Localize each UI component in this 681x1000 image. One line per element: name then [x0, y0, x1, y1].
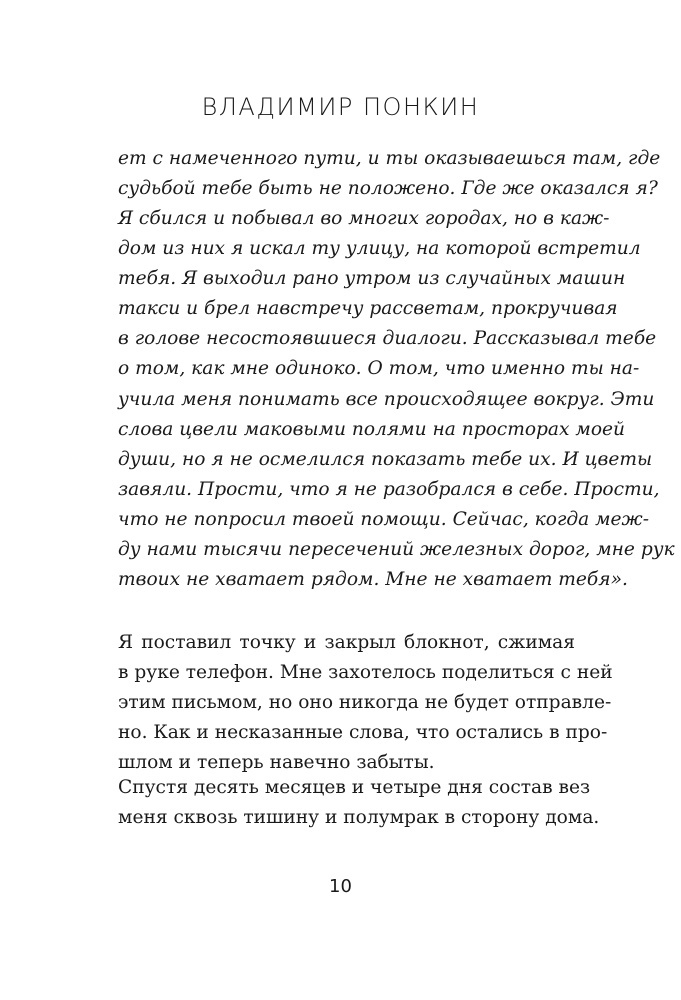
running-header-author: ВЛАДИМИР ПОНКИН	[201, 93, 480, 121]
text-line: но. Как и несказанные слова, что остались в про-	[118, 722, 608, 744]
text-line: в руке телефон. Мне захотелось поделиться с ней	[118, 662, 613, 684]
text-line: ет с намеченного пути, и ты оказываешься там, где	[118, 148, 661, 169]
text-line: этим письмом, но оно никогда не будет отправле-	[118, 692, 612, 714]
page-number: 10	[329, 876, 352, 897]
text-line: меня сквозь тишину и полумрак в сторону дома.	[118, 807, 600, 829]
text-line: о том, как мне одиноко. О том, что именно ты на-	[118, 358, 640, 380]
text-line: слова цвели маковыми полями на просторах моей	[118, 418, 626, 440]
text-line: что не попросил твоей помощи. Сейчас, когда меж-	[118, 508, 649, 530]
text-line: учила меня понимать все происходящее вокруг. Эти	[118, 388, 655, 410]
text-line: такси и брел навстречу рассветам, прокручивая	[118, 298, 618, 320]
text-line: твоих не хватает рядом. Мне не хватает тебя».	[118, 569, 628, 591]
text-line: ду нами тысячи пересечений железных дорог, мне рук	[118, 539, 675, 561]
text-line: судьбой тебе быть не положено. Где же оказался я?	[118, 178, 658, 200]
body-paragraph	[118, 773, 600, 833]
text-line: Я сбился и побывал во многих городах, но в каж-	[118, 208, 610, 229]
letter-paragraph	[118, 204, 675, 595]
text-line: тебя. Я выходил рано утром из случайных машин	[118, 268, 626, 290]
body-paragraph	[118, 628, 613, 778]
text-line: души, но я не осмелился показать тебе их. И цветы	[118, 448, 653, 470]
text-line: шлом и теперь навечно забыты.	[118, 752, 435, 774]
text-line: дом из них я искал ту улицу, на которой встретил	[118, 238, 641, 260]
text-line: Спустя десять месяцев и четыре дня состав вез	[118, 777, 591, 798]
text-line: Я поставил точку и закрыл блокнот, сжимая	[118, 632, 575, 653]
text-line: в голове несостоявшиеся диалоги. Рассказывал тебе	[118, 328, 657, 350]
text-line: завяли. Прости, что я не разобрался в себе. Прости,	[118, 478, 660, 500]
